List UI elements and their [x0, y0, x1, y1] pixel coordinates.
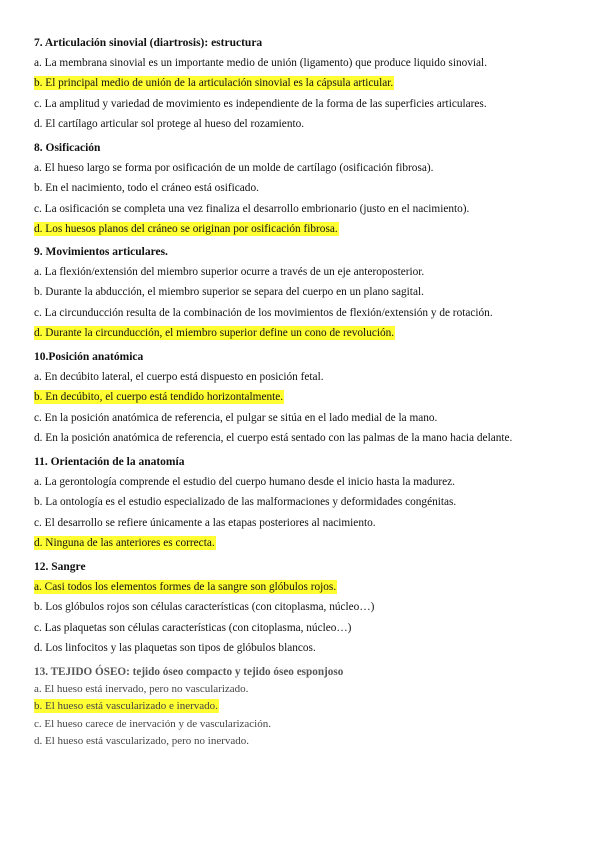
option-a: a. En decúbito lateral, el cuerpo está dispuesto en posición fetal.: [34, 371, 324, 383]
question-title: 8. Osificación: [34, 142, 101, 154]
option-b: b. Durante la abducción, el miembro superior se separa del cuerpo en un plano sagital.: [34, 286, 424, 299]
option-a: a. La membrana sinovial es un importante medio de unión (ligamento) que produce liquido sinovial.: [34, 57, 488, 69]
question-10: [34, 350, 574, 452]
question-title: 9. Movimientos articulares.: [34, 246, 168, 258]
option-d: d. El cartílago articular sol protege al hueso del rozamiento.: [34, 118, 305, 131]
option-d-highlighted: d. Los huesos planos del cráneo se originan por osificación fibrosa.: [34, 223, 338, 236]
option-d: d. El hueso está vascularizado, pero no inervado.: [34, 735, 250, 748]
option-a: a. El hueso largo se forma por osificación de un molde de cartílago (osificación fibrosa).: [34, 162, 434, 174]
question-title: 7. Articulación sinovial (diartrosis): estructura: [34, 37, 263, 49]
option-a: a. La gerontología comprende el estudio del cuerpo humano desde el inicio hasta la madurez.: [34, 476, 455, 488]
question-title: 12. Sangre: [34, 561, 86, 573]
question-title: 10.Posición anatómica: [34, 351, 144, 363]
option-c: c. El hueso carece de inervación y de vascularización.: [34, 717, 271, 730]
option-c: c. En la posición anatómica de referencia, el pulgar se sitúa en el lado medial de la mano.: [34, 411, 438, 424]
option-d-highlighted: d. Ninguna de las anteriores es correcta.: [34, 537, 215, 550]
option-c: c. La circunducción resulta de la combinación de los movimientos de flexión/extensión y de rotación.: [34, 306, 493, 319]
option-c: c. La amplitud y variedad de movimiento es independiente de la forma de las superficies articulares.: [34, 97, 487, 110]
question-11: [34, 455, 574, 557]
option-b: b. La ontología es el estudio especializado de las malformaciones y deformidades congénitas.: [34, 496, 457, 509]
question-7: [34, 36, 574, 138]
option-b: b. Los glóbulos rojos son células características (con citoplasma, núcleo…): [34, 601, 375, 614]
option-b-highlighted: b. El principal medio de unión de la articulación sinovial es la cápsula articular.: [34, 77, 394, 90]
question-9: [34, 245, 574, 347]
option-a-highlighted: a. Casi todos los elementos formes de la sangre son glóbulos rojos.: [34, 581, 337, 593]
option-d-highlighted: d. Durante la circunducción, el miembro superior define un cono de revolución.: [34, 327, 395, 340]
question-title: 11. Orientación de la anatomía: [34, 456, 185, 468]
option-d: d. En la posición anatómica de referencia, el cuerpo está sentado con las palmas de la mano hacia delante.: [34, 432, 513, 445]
option-c: c. El desarrollo se refiere únicamente a las etapas posteriores al nacimiento.: [34, 516, 376, 529]
option-c: c. La osificación se completa una vez finaliza el desarrollo embrionario (justo en el nacimiento).: [34, 202, 470, 215]
question-8: [34, 141, 574, 243]
option-b: b. En el nacimiento, todo el cráneo está osificado.: [34, 182, 259, 195]
question-12: [34, 560, 574, 662]
option-a: a. La flexión/extensión del miembro superior ocurre a través de un eje anteroposterior.: [34, 266, 425, 278]
option-b-highlighted: b. En decúbito, el cuerpo está tendido horizontalmente.: [34, 391, 284, 404]
option-a: a. El hueso está inervado, pero no vascularizado.: [34, 683, 249, 695]
question-title: 13. TEJIDO ÓSEO: tejido óseo compacto y tejido óseo esponjoso: [34, 666, 344, 678]
option-c: c. Las plaquetas son células características (con citoplasma, núcleo…): [34, 621, 352, 634]
question-13: [34, 665, 574, 753]
option-d: d. Los linfocitos y las plaquetas son tipos de glóbulos blancos.: [34, 642, 316, 655]
option-b-highlighted: b. El hueso está vascularizado e inervado.: [34, 700, 218, 713]
